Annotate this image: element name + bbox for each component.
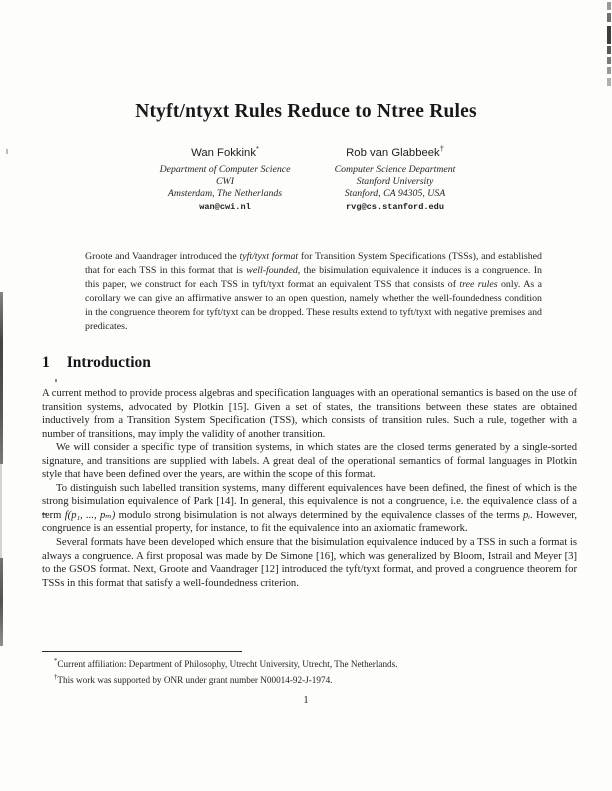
author-name-text: Rob van Glabbeek: [346, 146, 440, 159]
scan-artifact: [607, 78, 611, 86]
footnotes: [42, 651, 577, 688]
author-email: rvg@cs.stanford.edu: [346, 202, 444, 213]
abstract-text: for Transition System Specifications (TSSs), and established that for each TSS in this format that is: [85, 251, 542, 276]
paragraph: [42, 482, 577, 536]
abstract-text: Groote and Vaandrager introduced the: [85, 251, 240, 262]
section-title: Introduction: [66, 354, 151, 371]
author-name: [310, 144, 480, 159]
footnote-text: This work was supported by ONR under grant number N00014-92-J-1974.: [57, 675, 333, 686]
scan-artifact: [607, 2, 611, 10]
footnote-rule: [42, 651, 242, 652]
section-number: 1: [42, 354, 50, 371]
paragraph-text: Several formats have been developed which ensure that the bisimulation equivalence induced by a TSS in such a format is always a congruence. A first proposal was made by De Simone [16], which was generalized by Bloom, Istrail and Meyer [3] to the GSOS format. Next, Groote and Vaandrager [12] introduced the tyft/tyxt format, and proved a congruence theorem for TSSs in this format that satisfy a well-foundedness criterion.: [42, 537, 577, 589]
footnote: [42, 655, 577, 671]
math-term: f(p₁, ..., pₘ): [64, 509, 116, 521]
section-heading: [42, 354, 151, 372]
scan-artifact: [0, 464, 2, 558]
scan-artifact: [607, 13, 611, 22]
abstract-text-italic: tyft/tyxt format: [239, 251, 299, 262]
body-text: [42, 387, 577, 590]
footnote-marker-asterisk: *: [54, 658, 58, 665]
page-number: 1: [303, 695, 309, 706]
paragraph: [42, 387, 577, 441]
paragraph-text: A current method to provide process algebras and specification languages with an operational semantics is based on the use of transition systems, advocated by Plotkin [15]. Given a set of states, the transitions between these states are obtained inductively from a Transition System Specification (TSS), which consists of transition rules. Such a rule, together with a number of transitions, may imply the validity of another transition.: [42, 388, 577, 440]
scan-artifact: [607, 46, 611, 54]
author-block: [140, 144, 480, 212]
paragraph-text: To distinguish such labelled transition systems, many different equivalences have been defined, the finest of which is the strong bisimulation equivalence of Park [14]. In general, this equivalence is not a congruence, i.e. the equivalence class of a term: [42, 482, 577, 521]
author-name: [140, 144, 310, 159]
abstract-text-italic: tree rules: [459, 278, 498, 290]
scan-artifact: [6, 149, 8, 154]
math-term: pᵢ: [523, 509, 531, 521]
author-affiliation-line: Amsterdam, The Netherlands: [167, 188, 283, 200]
footnote-marker-dagger: †: [439, 144, 444, 153]
footnote: [42, 671, 577, 687]
scan-artifact: [607, 67, 611, 74]
scan-artifact: [607, 26, 611, 44]
scan-artifact: [0, 558, 3, 646]
scan-artifact: [607, 57, 611, 64]
author-affiliation-line: CWI: [216, 175, 234, 187]
author-email: wan@cwi.nl: [199, 202, 251, 213]
author-2: [310, 144, 480, 212]
paragraph-text: . However, congruence is an essential property, for instance, to fit the equivalence into an axiomatic framework.: [42, 509, 578, 535]
scan-artifact: [0, 292, 3, 464]
author-name-text: Wan Fokkink: [191, 146, 256, 159]
abstract-text: only. As a corollary we can give an affirmative answer to an open question, namely whether the well-foundedness condition in the congruence theorem for tyft/tyxt can be dropped. These results extend to tyft/tyxt with negative premises and predicates.: [85, 278, 542, 332]
paragraph: [42, 441, 577, 482]
author-affiliation-line: Stanford, CA 94305, USA: [344, 188, 446, 200]
author-affiliation-line: Stanford University: [356, 175, 434, 187]
abstract-text-italic: well-founded: [246, 264, 298, 276]
paragraph-text: We will consider a specific type of transition systems, in which states are the closed terms generated by a single-sorted signature, and transitions are supplied with labels. A great deal of the operational semantics of formal languages in Plotkin style that have been defined over the years, are within the scope of this format.: [42, 442, 577, 481]
paragraph-text: modulo strong bisimulation is not always determined by the equivalence classes of the terms: [115, 509, 524, 521]
scan-artifact: [55, 379, 57, 382]
paper-title: Ntyft/ntyxt Rules Reduce to Ntree Rules: [135, 101, 477, 122]
paragraph: [42, 536, 577, 590]
footnote-text: Current affiliation: Department of Philosophy, Utrecht University, Utrecht, The Netherlands.: [57, 659, 398, 670]
abstract: [85, 250, 542, 333]
abstract-text: , the bisimulation equivalence it induces is a congruence. In this paper, we construct for each TSS in tyft/tyxt format an equivalent TSS that consists of: [85, 264, 542, 290]
author-affiliation-line: Department of Computer Science: [159, 163, 291, 175]
footnote-marker-dagger: †: [54, 674, 58, 682]
author-1: [140, 144, 310, 212]
footnote-marker-asterisk: *: [255, 144, 259, 153]
author-affiliation-line: Computer Science Department: [334, 163, 456, 175]
